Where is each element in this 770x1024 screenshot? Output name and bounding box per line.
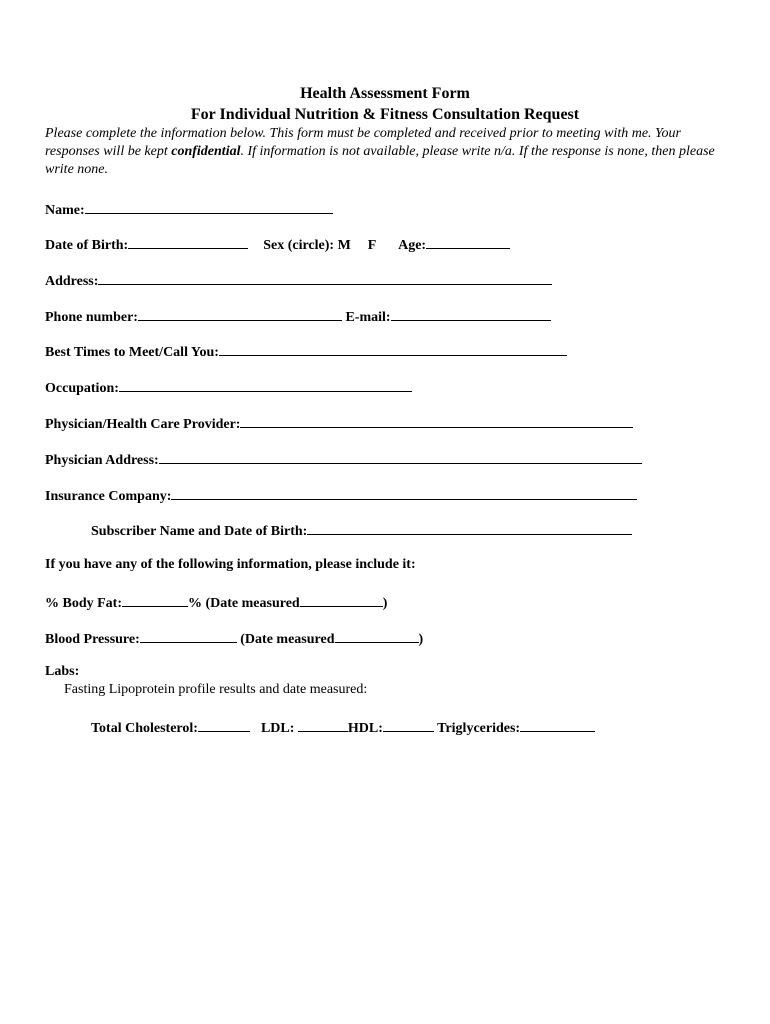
body-fat-date-field[interactable] [300, 592, 383, 607]
physician-address-row [45, 449, 642, 470]
occupation-field[interactable] [119, 377, 412, 392]
phone-field[interactable] [138, 306, 342, 321]
optional-info-heading: If you have any of the following information, please include it: [45, 557, 416, 572]
body-fat-label: % Body Fat: [45, 596, 122, 611]
subscriber-row [91, 520, 632, 541]
address-label: Address: [45, 274, 99, 289]
total-cholesterol-field[interactable] [198, 717, 250, 732]
blood-pressure-field[interactable] [140, 628, 237, 643]
physician-label: Physician/Health Care Provider: [45, 417, 241, 432]
physician-field[interactable] [240, 413, 633, 428]
insurance-row [45, 485, 637, 506]
sex-label: Sex (circle): [263, 238, 335, 253]
labs-values-row [91, 717, 595, 738]
body-fat-close-paren: ) [382, 596, 388, 611]
address-row [45, 270, 552, 291]
subscriber-field[interactable] [307, 520, 632, 535]
dob-label: Date of Birth: [45, 238, 129, 253]
email-label: E-mail: [345, 310, 391, 325]
email-field[interactable] [391, 306, 551, 321]
form-title: Health Assessment Form [300, 85, 470, 102]
intro-emphasis: confidential [171, 144, 241, 159]
bp-date-field[interactable] [335, 628, 419, 643]
best-times-field[interactable] [219, 341, 567, 356]
body-fat-date-label: % (Date measured [188, 596, 300, 611]
intro-text-2: . If information is not available, please write n/a. If the response is none, then please write none. [45, 144, 715, 177]
total-cholesterol-label: Total Cholesterol: [91, 721, 198, 736]
age-label: Age: [398, 238, 427, 253]
ldl-field[interactable] [298, 717, 348, 732]
insurance-field[interactable] [171, 485, 637, 500]
body-fat-field[interactable] [122, 592, 188, 607]
hdl-label: HDL: [347, 721, 383, 736]
occupation-row [45, 377, 412, 398]
labs-description: Fasting Lipoprotein profile results and date measured: [64, 682, 368, 697]
sex-option-m[interactable]: M [337, 238, 351, 253]
form-subtitle: For Individual Nutrition & Fitness Consultation Request [190, 106, 580, 123]
physician-address-field[interactable] [159, 449, 642, 464]
dob-row [45, 234, 510, 255]
insurance-label: Insurance Company: [45, 489, 172, 504]
best-times-row [45, 341, 567, 362]
phone-row [45, 306, 551, 327]
name-label: Name: [45, 203, 85, 218]
sex-option-f[interactable]: F [367, 238, 376, 253]
bp-date-label: (Date measured [240, 632, 335, 647]
address-field[interactable] [98, 270, 552, 285]
triglycerides-label: Triglycerides: [437, 721, 521, 736]
ldl-label: LDL: [260, 721, 295, 736]
intro-text-1: Please complete the information below. This form must be completed and received prior to meeting with me. Your responses will be kept [45, 126, 682, 159]
intro-paragraph [45, 125, 735, 179]
hdl-field[interactable] [383, 717, 434, 732]
name-field[interactable] [85, 199, 333, 214]
blood-pressure-label: Blood Pressure: [45, 632, 140, 647]
bp-close-paren: ) [418, 632, 424, 647]
occupation-label: Occupation: [45, 381, 119, 396]
physician-address-label: Physician Address: [45, 453, 159, 468]
blood-pressure-row [45, 628, 423, 649]
dob-field[interactable] [128, 234, 248, 249]
triglycerides-field[interactable] [520, 717, 595, 732]
phone-label: Phone number: [45, 310, 138, 325]
age-field[interactable] [426, 234, 510, 249]
subscriber-label: Subscriber Name and Date of Birth: [91, 524, 308, 539]
name-row [45, 199, 333, 220]
body-fat-row [45, 592, 387, 613]
physician-row [45, 413, 633, 434]
labs-heading: Labs: [45, 664, 80, 679]
best-times-label: Best Times to Meet/Call You: [45, 345, 219, 360]
